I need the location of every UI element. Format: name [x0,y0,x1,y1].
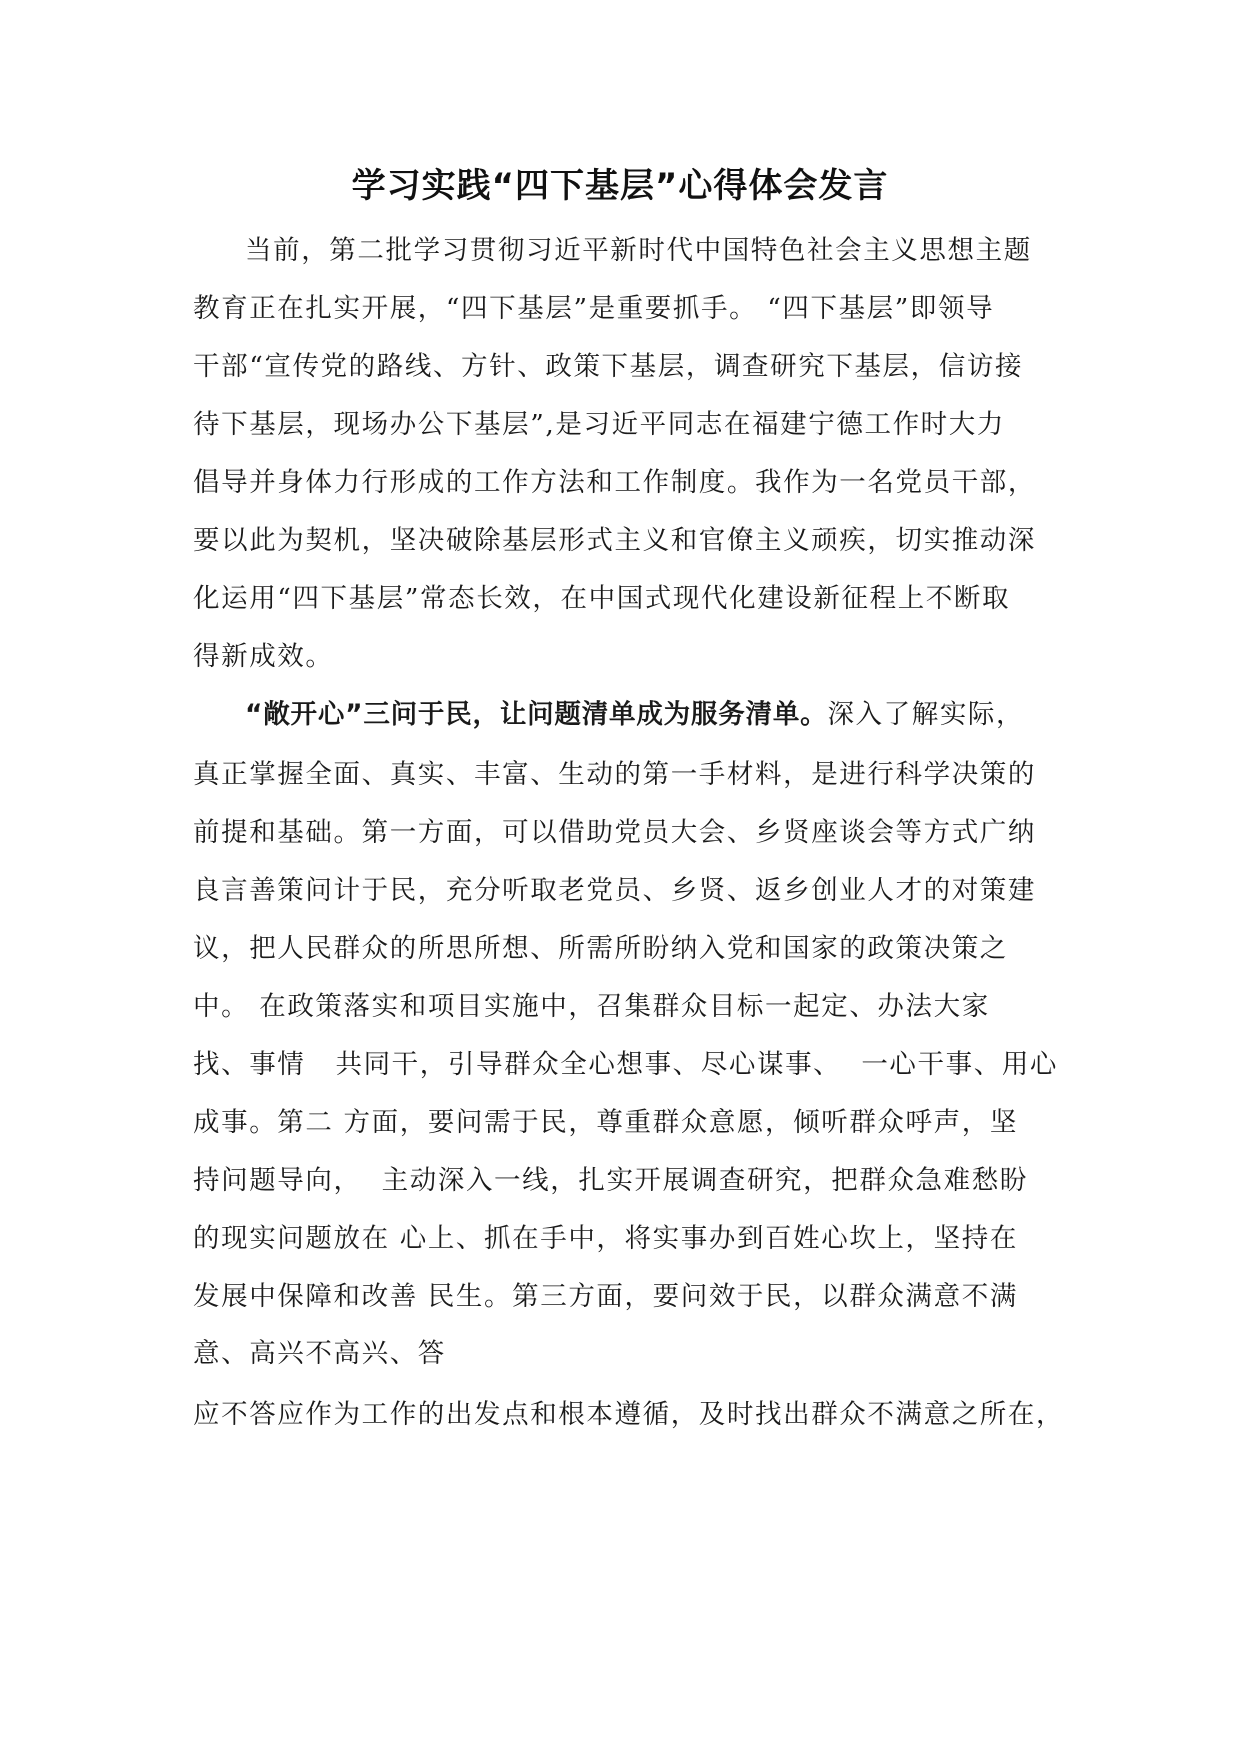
paragraph-2-heading: “敞开心”三问于民，让问题清单成为服务清单。 [245,699,828,730]
paragraph-1-line-8: 得新成效。 [193,641,334,672]
paragraph-2-line-8: 成事。第二 方面，要问需于民，尊重群众意愿，倾听群众呼声，坚 [193,1107,1018,1138]
paragraph-2-line-13: 应不答应作为工作的出发点和根本遵循，及时找出群众不满意之所在， [193,1399,1065,1430]
paragraph-2-line-12: 意、高兴不高兴、答 [193,1338,446,1369]
paragraph-1-line-6: 要以此为契机，坚决破除基层形式主义和官僚主义顽疾，切实推动深 [193,525,1036,556]
paragraph-2-line-9: 持问题导向， 主动深入一线，扎实开展调查研究，把群众急难愁盼 [193,1165,1028,1196]
paragraph-2-line-5: 议，把人民群众的所思所想、所需所盼纳入党和国家的政策决策之 [193,933,1008,964]
paragraph-1-line-1: 当前，第二批学习贯彻习近平新时代中国特色社会主义思想主题 [245,235,1032,266]
paragraph-1-line-5: 倡导并身体力行形成的工作方法和工作制度。我作为一名党员干部， [193,467,1036,498]
paragraph-2-line-2: 真正掌握全面、真实、丰富、生动的第一手材料，是进行科学决策的 [193,759,1036,790]
paragraph-2-line-1 [245,692,1024,731]
paragraph-1-line-3: 干部“宣传党的路线、方针、政策下基层，调查研究下基层，信访接 [193,351,1024,382]
paragraph-2-line-11: 发展中保障和改善 民生。第三方面，要问效于民，以群众满意不满 [193,1281,1018,1312]
paragraph-2-line-4: 良言善策问计于民，充分听取老党员、乡贤、返乡创业人才的对策建 [193,875,1036,906]
paragraph-2-first-line-rest: 深入了解实际， [827,699,1025,730]
document-title: 学习实践“四下基层”心得体会发言 [351,166,889,206]
paragraph-1-line-2: 教育正在扎实开展，“四下基层”是重要抓手。 “四下基层”即领导 [193,293,995,324]
paragraph-1-line-7: 化运用“四下基层”常态长效，在中国式现代化建设新征程上不断取 [193,583,1011,614]
paragraph-1-line-4: 待下基层，现场办公下基层”,是习近平同志在福建宁德工作时大力 [193,409,1005,440]
paragraph-2-line-6: 中。 在政策落实和项目实施中，召集群众目标一起定、办法大家 [193,991,990,1022]
paragraph-2-line-7: 找、事情 共同干，引导群众全心想事、尽心谋事、 一心干事、用心 [193,1049,1059,1080]
paragraph-2-line-3: 前提和基础。第一方面，可以借助党员大会、乡贤座谈会等方式广纳 [193,817,1036,848]
paragraph-2-line-10: 的现实问题放在 心上、抓在手中，将实事办到百姓心坎上，坚持在 [193,1223,1018,1254]
